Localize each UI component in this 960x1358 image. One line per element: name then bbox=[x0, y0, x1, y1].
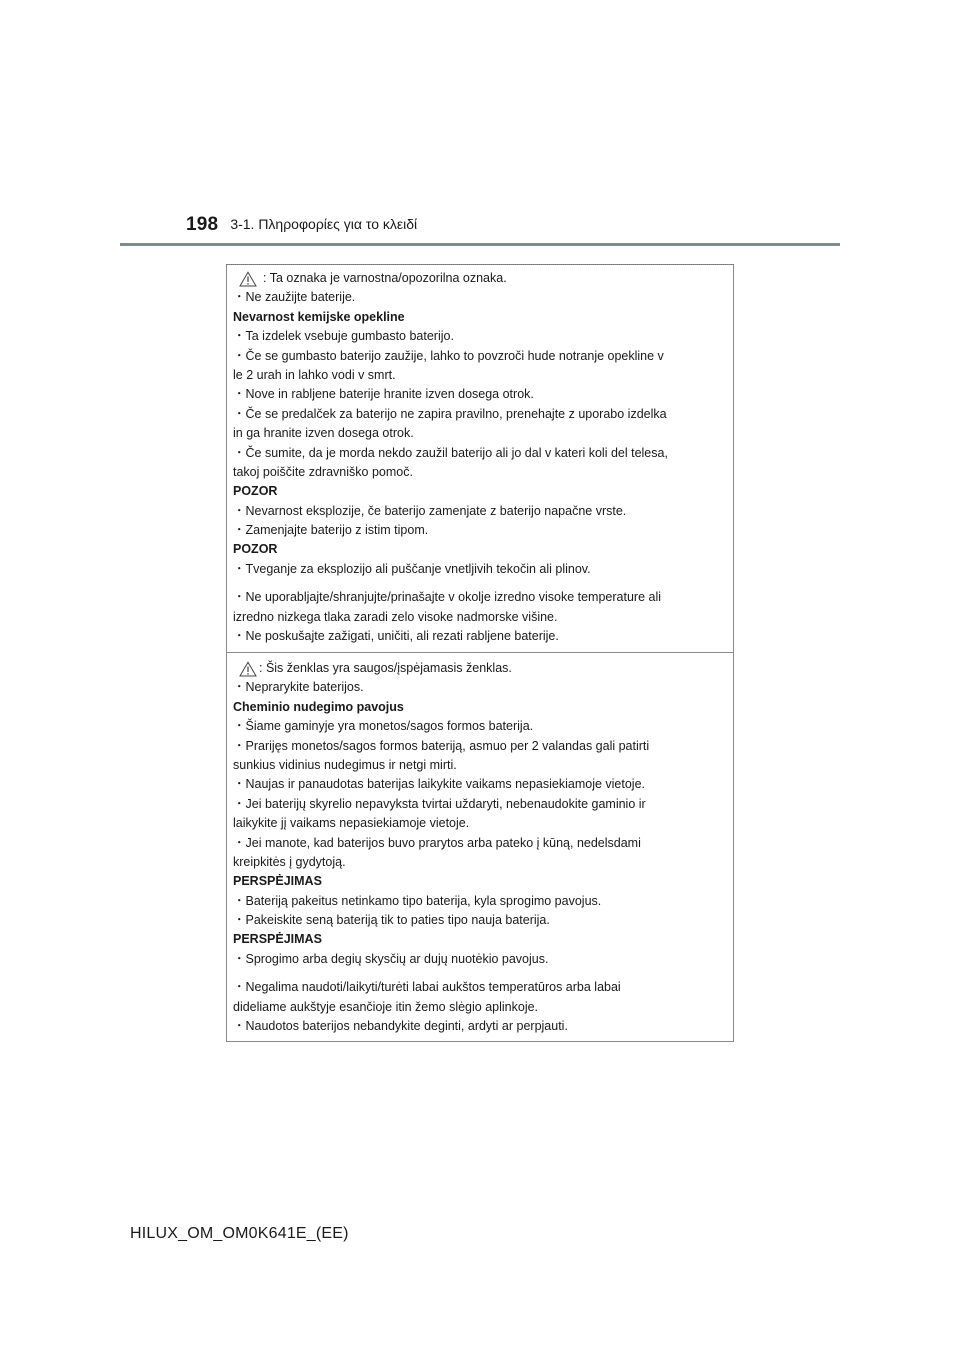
text-line: ・Nove in rabljene baterije hranite izven dosega otrok. bbox=[233, 387, 534, 402]
heading-line: Cheminio nudegimo pavojus bbox=[233, 699, 404, 714]
text-line: takoj poiščite zdravniško pomoč. bbox=[233, 464, 413, 479]
heading-line: POZOR bbox=[233, 484, 278, 499]
text-line: ・Neprarykite baterijos. bbox=[233, 680, 364, 695]
warning-triangle-icon bbox=[239, 661, 257, 677]
text-line: ・Negalima naudoti/laikyti/turėti labai aukštos temperatūros arba labai bbox=[233, 980, 621, 995]
warning-title-text-sl: : Ta oznaka je varnostna/opozorilna oznaka. bbox=[263, 271, 507, 285]
document-code: HILUX_OM_OM0K641E_(EE) bbox=[130, 1225, 349, 1242]
text-line: laikykite jį vaikams nepasiekiamoje vietoje. bbox=[233, 816, 470, 831]
text-line: le 2 urah in lahko vodi v smrt. bbox=[233, 367, 396, 382]
warning-title-sl bbox=[233, 269, 727, 288]
text-line: ・Ne uporabljajte/shranjujte/prinašajte v okolje izredno visoke temperature ali bbox=[233, 590, 662, 605]
text-line: ・Bateriją pakeitus netinkamo tipo baterija, kyla sprogimo pavojus. bbox=[233, 893, 602, 908]
header-rule bbox=[120, 243, 840, 246]
text-line: ・Če se gumbasto baterijo zaužije, lahko to povzroči hude notranje opekline v bbox=[233, 348, 664, 363]
heading-line: Nevarnost kemijske opekline bbox=[233, 309, 405, 324]
text-line: ・Tveganje za eksplozijo ali puščanje vnetljivih tekočin ali plinov. bbox=[233, 561, 591, 576]
text-line: ・Ne poskušajte zažigati, uničiti, ali rezati rabljene baterije. bbox=[233, 629, 559, 644]
text-line: kreipkitės į gydytoją. bbox=[233, 854, 346, 869]
text-line: ・Če se predalček za baterijo ne zapira pravilno, prenehajte z uporabo izdelka bbox=[233, 406, 667, 421]
text-line: ・Če sumite, da je morda nekdo zaužil baterijo ali jo dal v kateri koli del telesa, bbox=[233, 445, 668, 460]
heading-line: POZOR bbox=[233, 542, 278, 557]
text-line: ・Šiame gaminyje yra monetos/sagos formos baterija. bbox=[233, 719, 534, 734]
text-line: ・Ne zaužijte baterije. bbox=[233, 290, 356, 305]
text-line: dideliame aukštyje esančioje itin žemo slėgio aplinkoje. bbox=[233, 999, 539, 1014]
text-line: ・Prarijęs monetos/sagos formos bateriją, asmuo per 2 valandas gali patirti bbox=[233, 738, 650, 753]
section-title: 3-1. Πληροφορίες για το κλειδί bbox=[230, 216, 418, 232]
text-line: ・Jei baterijų skyrelio nepavyksta tvirtai uždaryti, nebenaudokite gaminio ir bbox=[233, 796, 646, 811]
panel-divider bbox=[227, 652, 733, 653]
page-header bbox=[186, 214, 417, 236]
text-line: ・Naudotos baterijos nebandykite deginti, ardyti ar perpjauti. bbox=[233, 1019, 568, 1034]
text-line: in ga hranite izven dosega otrok. bbox=[233, 426, 414, 441]
lithuanian-warning-panel bbox=[233, 659, 727, 1036]
text-line: ・Nevarnost eksplozije, če baterijo zamenjate z baterijo napačne vrste. bbox=[233, 503, 627, 518]
slovenian-warning-panel bbox=[233, 269, 727, 646]
text-line: sunkius vidinius nudegimus ir netgi mirti. bbox=[233, 757, 457, 772]
text-line: ・Pakeiskite seną bateriją tik to paties tipo nauja baterija. bbox=[233, 913, 550, 928]
heading-line: PERSPĖJIMAS bbox=[233, 932, 322, 947]
text-line: izredno nizkega tlaka zaradi zelo visoke nadmorske višine. bbox=[233, 609, 558, 624]
warning-triangle-icon bbox=[239, 271, 257, 287]
heading-line: PERSPĖJIMAS bbox=[233, 874, 322, 889]
text-line: ・Naujas ir panaudotas baterijas laikykite vaikams nepasiekiamoje vietoje. bbox=[233, 777, 646, 792]
warning-title-lt bbox=[233, 659, 727, 678]
battery-warning-box bbox=[226, 264, 734, 1042]
box-top-dotted-line bbox=[226, 264, 734, 265]
page-number: 198 bbox=[186, 214, 219, 235]
text-line: ・Sprogimo arba degių skysčių ar dujų nuotėkio pavojus. bbox=[233, 951, 549, 966]
text-line: ・Jei manote, kad baterijos buvo prarytos arba pateko į kūną, nedelsdami bbox=[233, 835, 641, 850]
warning-title-text-lt: : Šis ženklas yra saugos/įspėjamasis ženklas. bbox=[259, 661, 512, 675]
text-line: ・Zamenjajte baterijo z istim tipom. bbox=[233, 523, 429, 538]
text-line: ・Ta izdelek vsebuje gumbasto baterijo. bbox=[233, 329, 454, 344]
